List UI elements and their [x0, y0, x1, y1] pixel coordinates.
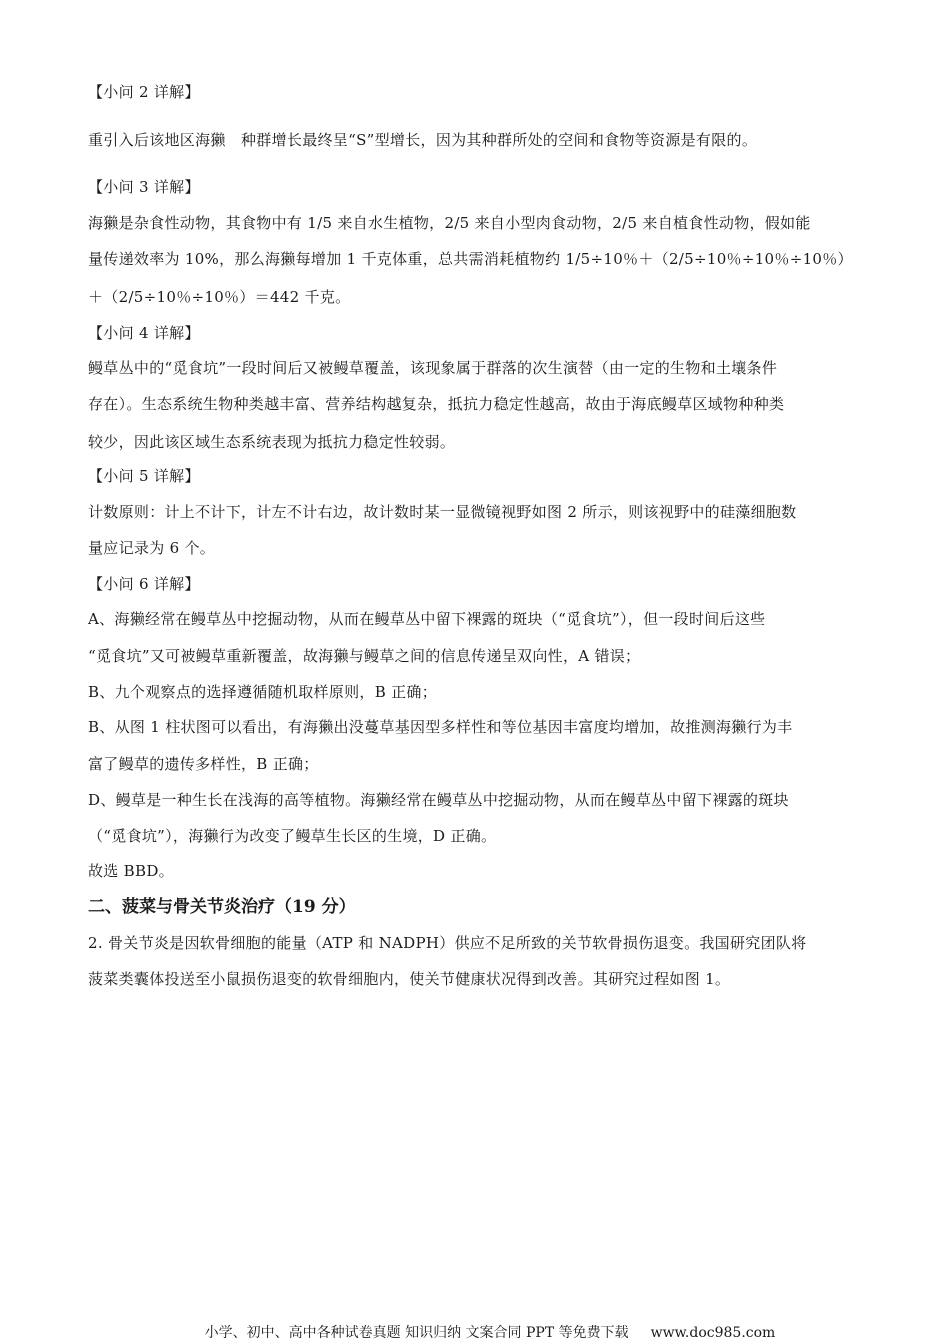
answer-line: D、鳗草是一种生长在浅海的高等植物。海獭经常在鳗草丛中挖掘动物，从而在鳗草丛中留下裸露的斑块 [88, 791, 789, 809]
answer-line: ＋（2/5÷10％÷10％）＝442 千克。 [88, 288, 351, 306]
subquestion-4-title: 【小问 4 详解】 [88, 324, 200, 342]
answer-line: 量应记录为 6 个。 [88, 539, 216, 557]
answer-line: B、九个观察点的选择遵循随机取样原则，B 正确； [88, 683, 438, 701]
answer-line: “觅食坑”又可被鳗草重新覆盖，故海獭与鳗草之间的信息传递呈双向性，A 错误； [88, 647, 641, 665]
answer-conclusion: 故选 BBD。 [88, 862, 174, 880]
answer-line: 海獭是杂食性动物，其食物中有 1/5 来自水生植物，2/5 来自小型肉食动物，2/5 来自植食性动物，假如能 [88, 214, 811, 232]
subquestion-3-title: 【小问 3 详解】 [88, 178, 200, 196]
subquestion-6-title: 【小问 6 详解】 [88, 575, 200, 593]
section-heading: 二、菠菜与骨关节炎治疗（19 分） [88, 897, 356, 917]
answer-line: （“觅食坑”），海獭行为改变了鳗草生长区的生境，D 正确。 [88, 827, 497, 845]
question-line: 2. 骨关节炎是因软骨细胞的能量（ATP 和 NADPH）供应不足所致的关节软骨损伤退变。我国研究团队将 [88, 934, 807, 952]
footer-url[interactable]: www.doc985.com [650, 1325, 776, 1341]
answer-line: 存在）。生态系统生物种类越丰富、营养结构越复杂，抵抗力稳定性越高，故由于海底鳗草区域物种种类 [88, 395, 785, 413]
answer-line: 计数原则：计上不计下，计左不计右边，故计数时某一显微镜视野如图 2 所示，则该视野中的硅藻细胞数 [88, 503, 797, 521]
subquestion-5-title: 【小问 5 详解】 [88, 467, 200, 485]
page-footer [0, 1324, 950, 1342]
subquestion-2-title: 【小问 2 详解】 [88, 83, 200, 101]
answer-line: 量传递效率为 10%，那么海獭每增加 1 千克体重，总共需消耗植物约 1/5÷10％＋（2/5÷10％÷10％÷10％） [88, 250, 853, 268]
answer-line: 鳗草丛中的“觅食坑”一段时间后又被鳗草覆盖，该现象属于群落的次生演替（由一定的生物和土壤条件 [88, 359, 778, 377]
question-line: 菠菜类囊体投送至小鼠损伤退变的软骨细胞内，使关节健康状况得到改善。其研究过程如图 1。 [88, 970, 731, 988]
footer-text: 小学、初中、高中各种试卷真题 知识归纳 文案合同 PPT 等免费下载 [204, 1325, 629, 1341]
answer-line: 重引入后该地区海獭 种群增长最终呈“S”型增长，因为其种群所处的空间和食物等资源是有限的。 [88, 131, 758, 149]
answer-line: 较少，因此该区域生态系统表现为抵抗力稳定性较弱。 [88, 433, 456, 451]
answer-line: 富了鳗草的遗传多样性，B 正确； [88, 755, 319, 773]
answer-line: A、海獭经常在鳗草丛中挖掘动物，从而在鳗草丛中留下裸露的斑块（“觅食坑”），但一段时间后这些 [88, 610, 766, 628]
answer-line: B、从图 1 柱状图可以看出，有海獭出没蔓草基因型多样性和等位基因丰富度均增加，故推测海獭行为丰 [88, 718, 793, 736]
